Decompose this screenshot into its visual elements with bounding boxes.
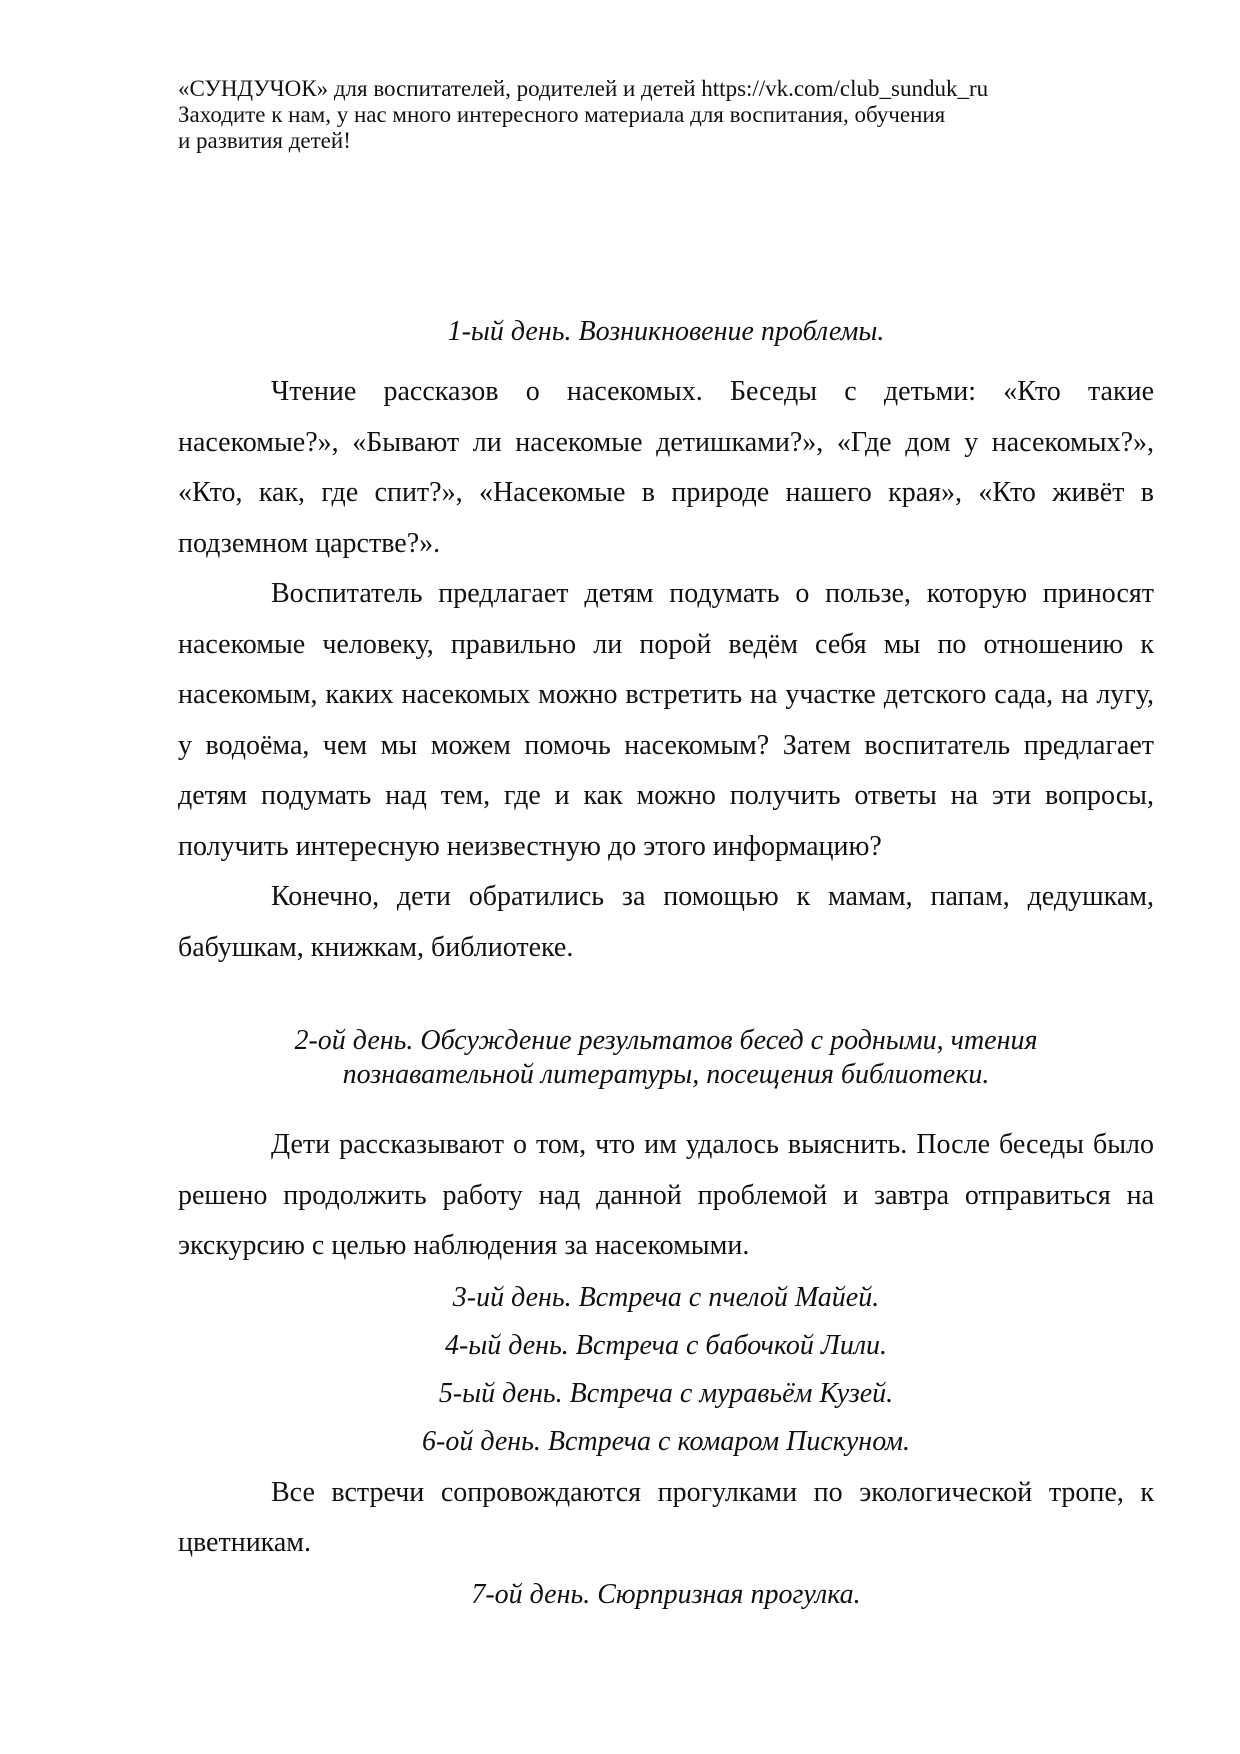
document-body [178, 315, 1154, 1619]
header-line-1: «СУНДУЧОК» для воспитателей, родителей и детей https://vk.com/club_sunduk_ru [178, 76, 989, 101]
day-7-heading: 7-ой день. Сюрпризная прогулка. [471, 1578, 861, 1610]
day-1-paragraph-2: Воспитатель предлагает детям подумать о пользе, которую приносят насекомые человеку, правильно ли порой ведём себя мы по отношению к насекомым, каких насекомых можно встретить на участке детского сада, на лугу, у водоёма, чем мы можем помочь насекомым? Затем воспитатель предлагает детям подумать над тем, где и как можно получить ответы на эти вопросы, получить интересную неизвестную до этого информацию? [178, 578, 1154, 862]
day-2-heading-line-2: познавательной литературы, посещения библиотеки. [342, 1059, 990, 1090]
header-line-2: Заходите к нам, у нас много интересного материала для воспитания, обучения [178, 102, 946, 127]
day-4-heading: 4-ый день. Встреча с бабочкой Лили. [444, 1329, 888, 1361]
walks-paragraph: Все встречи сопровождаются прогулками по экологической тропе, к цветникам. [178, 1476, 1154, 1558]
day-6-heading: 6-ой день. Встреча с комаром Пискуном. [422, 1425, 910, 1457]
day-1-paragraph-1: Чтение рассказов о насекомых. Беседы с детьми: «Кто такие насекомые?», «Бывают ли насекомые детишками?», «Где дом у насекомых?», «Кто, как, где спит?», «Насекомые в природе нашего края», «Кто живёт в подземном царстве?». [178, 376, 1154, 559]
day-1-paragraph-3: Конечно, дети обратились за помощью к мамам, папам, дедушкам, бабушкам, книжкам, библиотеке. [178, 881, 1154, 963]
header-line-3: и развития детей! [178, 128, 351, 153]
day-2-paragraph: Дети рассказывают о том, что им удалось выяснить. После беседы было решено продолжить работу над данной проблемой и завтра отправиться на экскурсию с целью наблюдения за насекомыми. [178, 1129, 1154, 1261]
site-header [178, 76, 1118, 154]
day-5-heading: 5-ый день. Встреча с муравьём Кузей. [438, 1377, 894, 1409]
day-1-heading: 1-ый день. Возникновение проблемы. [447, 316, 885, 347]
day-2-heading [178, 1024, 1154, 1092]
day-2-heading-line-1: 2-ой день. Обсуждение результатов бесед с родными, чтения [294, 1025, 1038, 1056]
day-3-heading: 3-ий день. Встреча с пчелой Майей. [452, 1281, 880, 1313]
